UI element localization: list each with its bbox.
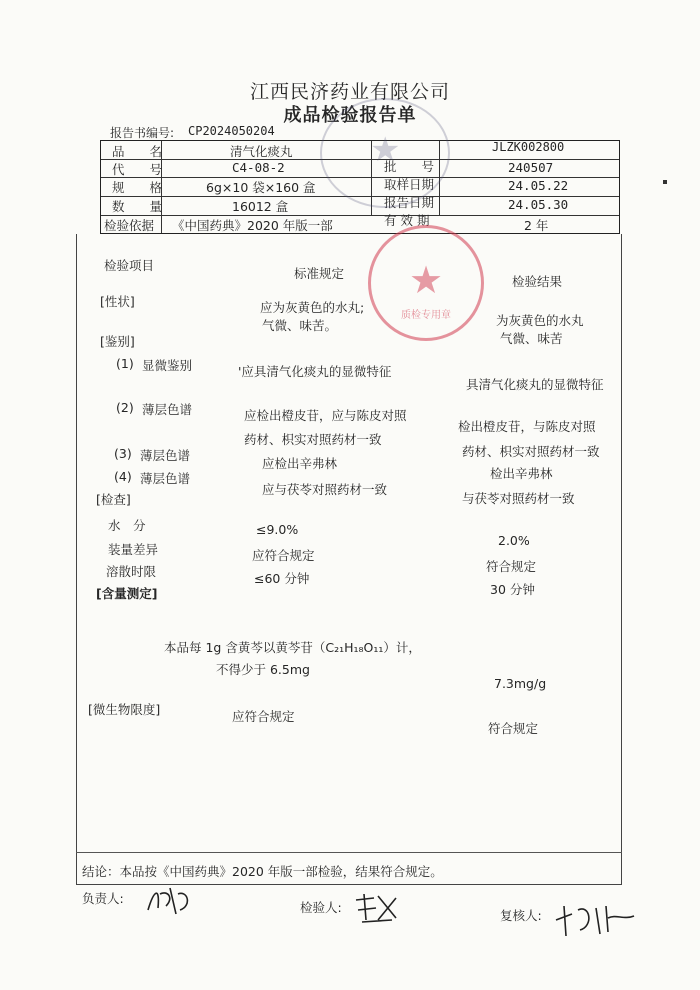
assay-standard-line2: 不得少于 6.5mg [216, 662, 310, 677]
report-date-label: 报告日期 [384, 195, 435, 210]
basis-label: 检验依据 [104, 218, 155, 233]
leader-label: 负责人: [82, 891, 124, 906]
conclusion-divider [76, 852, 622, 853]
disintegration-standard: ≤60 分钟 [254, 571, 310, 586]
ident-1-result: 具清气化痰丸的显微特征 [466, 377, 604, 392]
water-name: 水 分 [108, 518, 146, 533]
specification: 6g×10 袋×160 盒 [206, 180, 316, 195]
water-result: 2.0% [498, 533, 530, 548]
ident-3-number: (3) [114, 446, 132, 461]
reviewer-label: 复核人: [500, 908, 542, 923]
leader-signature [140, 880, 200, 920]
product-name: 清气化痰丸 [230, 144, 293, 159]
traits-result-line1: 为灰黄色的水丸 [496, 313, 584, 328]
spec-label: 规 格 [112, 180, 163, 195]
ident-2-result-line1: 检出橙皮苷，与陈皮对照 [458, 419, 596, 434]
edge-mark [663, 180, 667, 184]
assay-standard-line1: 本品每 1g 含黄芩以黄芩苷（C₂₁H₁₈O₁₁）计， [164, 640, 421, 655]
document-title: 成品检验报告单 [283, 105, 417, 126]
quantity: 16012 盒 [232, 199, 289, 214]
microbial-standard: 应符合规定 [232, 709, 295, 724]
report-date: 24.05.30 [508, 197, 569, 212]
inspection-label: [检查] [96, 492, 131, 507]
microbial-result: 符合规定 [488, 721, 539, 736]
product-label: 品 名 [112, 144, 163, 159]
company-name: 江西民济药业有限公司 [249, 81, 450, 103]
ident-3-name: 薄层色谱 [140, 448, 191, 463]
traits-standard-line2: 气微、味苦。 [262, 318, 338, 333]
traits-standard-line1: 应为灰黄色的水丸; [260, 300, 365, 315]
sample-date: 24.05.22 [508, 178, 569, 193]
water-standard: ≤9.0% [256, 522, 299, 537]
microbial-label: [微生物限度] [88, 702, 161, 717]
report-number: CP2024050204 [188, 124, 275, 138]
ident-2-standard-line2: 药材、枳实对照药材一致 [244, 432, 382, 447]
faint-company-seal: ★ [320, 98, 450, 208]
column-result-header: 检验结果 [512, 274, 563, 289]
column-standard-header: 标准规定 [294, 266, 345, 281]
ident-1-standard: '应具清气化痰丸的显微特征 [238, 364, 392, 379]
load-diff-standard: 应符合规定 [252, 548, 315, 563]
ident-4-number: (4) [114, 469, 132, 484]
ident-1-name: 显微鉴别 [142, 358, 193, 373]
traits-result-line2: 气微、味苦 [500, 331, 563, 346]
ident-4-result: 与茯苓对照药材一致 [462, 491, 575, 506]
quantity-label: 数 量 [112, 199, 163, 214]
inspector-signature [352, 890, 402, 926]
batch-number: 240507 [508, 160, 554, 175]
disintegration-name: 溶散时限 [106, 564, 157, 579]
identification-label: [鉴别] [100, 334, 135, 349]
ident-4-name: 薄层色谱 [140, 471, 191, 486]
report-number-label: 报告书编号: [110, 126, 175, 140]
reviewer-signature [550, 896, 640, 940]
column-item-header: 检验项目 [104, 258, 155, 273]
inspector-label: 检验人: [300, 900, 342, 915]
quality-inspection-seal: ★ 质检专用章 [368, 225, 484, 341]
inspection-basis: 《中国药典》2020 年版一部 [172, 218, 333, 233]
header-code: JLZK002800 [492, 140, 565, 154]
ident-3-result: 检出辛弗林 [490, 466, 553, 481]
load-diff-result: 符合规定 [486, 559, 537, 574]
disintegration-result: 30 分钟 [490, 582, 535, 597]
conclusion-text: 结论：本品按《中国药典》2020 年版一部检验，结果符合规定。 [82, 864, 443, 879]
assay-label: [含量测定] [96, 586, 158, 601]
ident-2-name: 薄层色谱 [142, 402, 193, 417]
validity-label: 有 效 期 [384, 213, 430, 228]
batch-label: 批 号 [384, 159, 435, 174]
ident-2-number: (2) [116, 400, 134, 415]
seal-text: 质检专用章 [401, 310, 451, 321]
ident-4-standard: 应与茯苓对照药材一致 [262, 482, 388, 497]
load-diff-name: 装量差异 [108, 542, 159, 557]
ident-2-standard-line1: 应检出橙皮苷，应与陈皮对照 [244, 408, 407, 423]
code-label: 代 号 [112, 162, 163, 177]
assay-result: 7.3mg/g [494, 676, 547, 691]
product-code: C4-08-2 [232, 160, 285, 175]
validity: 2 年 [524, 218, 549, 233]
ident-3-standard: 应检出辛弗林 [262, 456, 338, 471]
ident-1-number: (1) [116, 356, 134, 371]
ident-2-result-line2: 药材、枳实对照药材一致 [462, 444, 600, 459]
traits-label: [性状] [100, 294, 135, 309]
sample-date-label: 取样日期 [384, 177, 435, 192]
